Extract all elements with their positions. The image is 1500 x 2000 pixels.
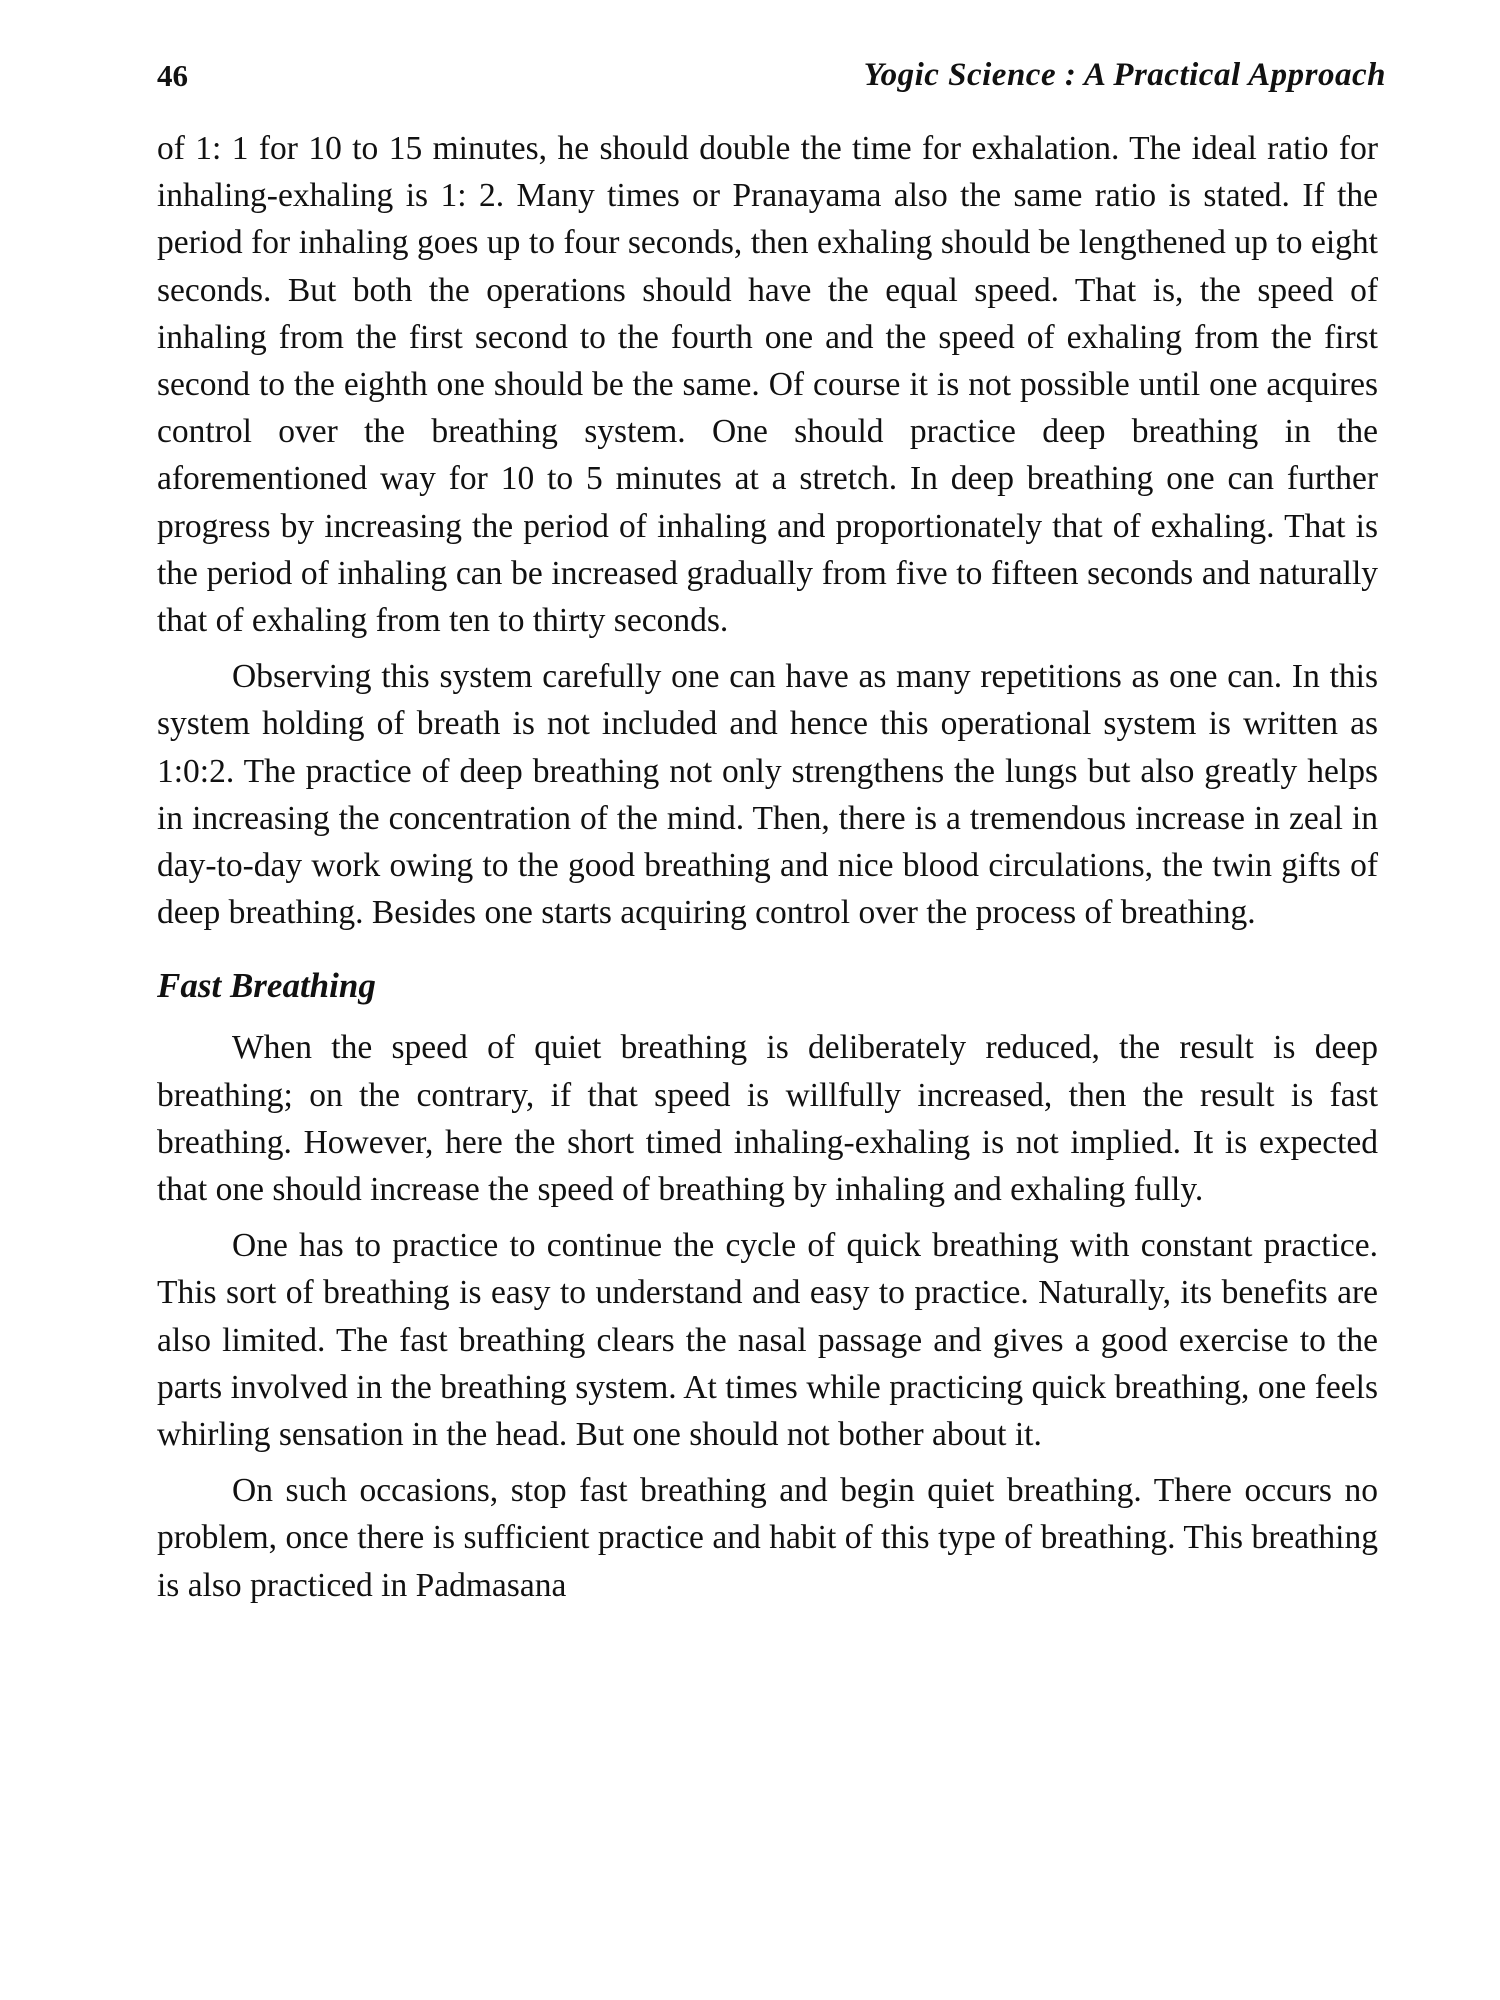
paragraph-quick-breathing-practice: One has to practice to continue the cycle of quick breathing with constant practice. This sort of breathing is easy to understand and easy to practice. Naturally, its benefits are also limited. The fast breathing clears the nasal passage and gives a good exercise to the parts involved in the breathing system. At times while practicing quick breathing, one feels whirling sensation in the head. But one should not bother about it.	[157, 1227, 1378, 1454]
section-heading-fast-breathing: Fast Breathing	[157, 966, 376, 1006]
page-number: 46	[157, 58, 188, 93]
paragraph-observing-system: Observing this system carefully one can have as many repetitions as one can. In this system holding of breath is not included and hence this operational system is written as 1:0:2. The practice of deep breathing not only strengthens the lungs but also greatly helps in increasing the concentration of the mind. Then, there is a tremendous increase in zeal in day-to-day work owing to the good breathing and nice blood circulations, the twin gifts of deep breathing. Besides one starts acquiring control over the process of breathing.	[157, 658, 1378, 932]
body-text	[157, 125, 1378, 1609]
book-title: Yogic Science : A Practical Approach	[863, 57, 1386, 93]
paragraph-such-occasions: On such occasions, stop fast breathing and begin quiet breathing. There occurs no problem, once there is sufficient practice and habit of this type of breathing. This breathing is also practiced in Padmasana	[157, 1472, 1378, 1604]
paragraph-continued: of 1: 1 for 10 to 15 minutes, he should double the time for exhalation. The ideal ratio for inhaling-exhaling is 1: 2. Many times or Pranayama also the same ratio is stated. If the period for inhaling goes up to four seconds, then exhaling should be lengthened up to eight seconds. But both the operations should have the equal speed. That is, the speed of inhaling from the first second to the fourth one and the speed of exhaling from the first second to the eighth one should be the same. Of course it is not possible until one acquires control over the breathing system. One should practice deep breathing in the aforementioned way for 10 to 5 minutes at a stretch. In deep breathing one can further progress by increasing the period of inhaling and proportionately that of exhaling. That is the period of inhaling can be increased gradually from five to fifteen seconds and naturally that of exhaling from ten to thirty seconds.	[157, 130, 1378, 640]
paragraph-fast-breathing-intro: When the speed of quiet breathing is deliberately reduced, the result is deep breathing; on the contrary, if that speed is willfully increased, then the result is fast breathing. However, here the short timed inhaling-exhaling is not implied. It is expected that one should increase the speed of breathing by inhaling and exhaling fully.	[157, 1029, 1378, 1209]
running-head	[157, 44, 1386, 94]
